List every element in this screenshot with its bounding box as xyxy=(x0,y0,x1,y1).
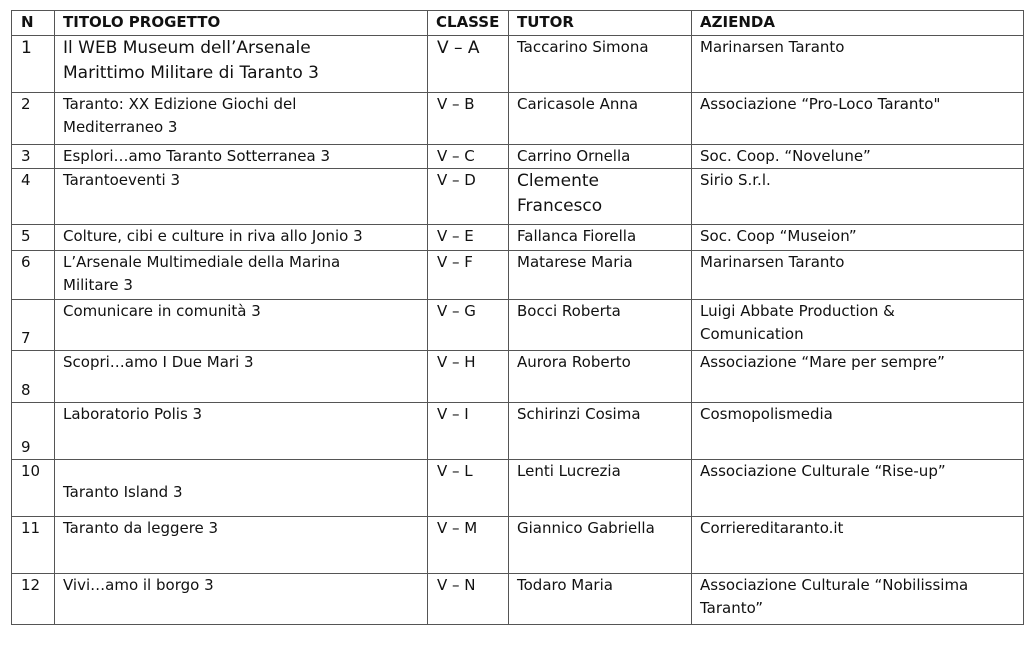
row-azienda: Soc. Coop “Museion” xyxy=(692,225,1024,251)
row-number: 9 xyxy=(12,403,55,460)
row-number: 11 xyxy=(12,517,55,574)
row-title: Tarantoeventi 3 xyxy=(55,169,428,225)
row-tutor: Schirinzi Cosima xyxy=(509,403,692,460)
table-row xyxy=(12,251,1024,300)
row-azienda: Sirio S.r.l. xyxy=(692,169,1024,225)
row-classe: V – H xyxy=(428,351,509,403)
row-number: 2 xyxy=(12,93,55,145)
row-tutor: Giannico Gabriella xyxy=(509,517,692,574)
row-tutor-line: Francesco xyxy=(517,196,603,216)
row-title: Vivi…amo il borgo 3 xyxy=(55,574,428,625)
row-title: Taranto da leggere 3 xyxy=(55,517,428,574)
row-title xyxy=(55,36,428,93)
row-azienda xyxy=(692,574,1024,625)
table-row xyxy=(12,460,1024,517)
row-classe: V – L xyxy=(428,460,509,517)
row-number: 4 xyxy=(12,169,55,225)
row-classe: V – F xyxy=(428,251,509,300)
row-title: Taranto Island 3 xyxy=(55,460,428,517)
table-row xyxy=(12,351,1024,403)
table-row xyxy=(12,574,1024,625)
row-title: Scopri…amo I Due Mari 3 xyxy=(55,351,428,403)
row-title-line: Marittimo Militare di Taranto 3 xyxy=(63,63,319,83)
header-n: N xyxy=(12,11,55,36)
row-title-line: Mediterraneo 3 xyxy=(63,118,178,136)
projects-table xyxy=(11,10,1024,625)
row-number: 3 xyxy=(12,145,55,169)
row-title: Colture, cibi e culture in riva allo Jonio 3 xyxy=(55,225,428,251)
row-title xyxy=(55,93,428,145)
row-classe: V – C xyxy=(428,145,509,169)
row-tutor-line: Clemente xyxy=(517,171,599,191)
table-row xyxy=(12,36,1024,93)
row-azienda-line: Comunication xyxy=(700,325,804,343)
row-azienda: Marinarsen Taranto xyxy=(692,251,1024,300)
row-azienda: Associazione “Mare per sempre” xyxy=(692,351,1024,403)
row-tutor: Todaro Maria xyxy=(509,574,692,625)
table-row xyxy=(12,300,1024,351)
row-tutor: Matarese Maria xyxy=(509,251,692,300)
row-azienda: Associazione Culturale “Rise-up” xyxy=(692,460,1024,517)
row-number: 6 xyxy=(12,251,55,300)
row-tutor: Bocci Roberta xyxy=(509,300,692,351)
row-title-line: Militare 3 xyxy=(63,276,133,294)
table-row xyxy=(12,225,1024,251)
table-row xyxy=(12,93,1024,145)
header-title: TITOLO PROGETTO xyxy=(55,11,428,36)
row-tutor: Carrino Ornella xyxy=(509,145,692,169)
row-azienda xyxy=(692,300,1024,351)
table-row xyxy=(12,169,1024,225)
row-azienda-line: Luigi Abbate Production & xyxy=(700,302,895,320)
row-number: 12 xyxy=(12,574,55,625)
row-tutor xyxy=(509,169,692,225)
row-number: 5 xyxy=(12,225,55,251)
header-azienda: AZIENDA xyxy=(692,11,1024,36)
row-title: Laboratorio Polis 3 xyxy=(55,403,428,460)
row-azienda: Cosmopolismedia xyxy=(692,403,1024,460)
row-title-line: Taranto: XX Edizione Giochi del xyxy=(63,95,297,113)
row-classe: V – B xyxy=(428,93,509,145)
row-classe: V – N xyxy=(428,574,509,625)
row-title-line: L’Arsenale Multimediale della Marina xyxy=(63,253,341,271)
row-classe: V – D xyxy=(428,169,509,225)
row-title xyxy=(55,251,428,300)
row-azienda-line: Taranto” xyxy=(700,599,764,617)
header-classe: CLASSE xyxy=(428,11,509,36)
row-title: Comunicare in comunità 3 xyxy=(55,300,428,351)
table-row xyxy=(12,403,1024,460)
row-azienda: Corriereditaranto.it xyxy=(692,517,1024,574)
row-tutor: Fallanca Fiorella xyxy=(509,225,692,251)
row-classe: V – M xyxy=(428,517,509,574)
row-classe: V – I xyxy=(428,403,509,460)
row-azienda: Soc. Coop. “Novelune” xyxy=(692,145,1024,169)
table-header-row xyxy=(12,11,1024,36)
row-classe: V – E xyxy=(428,225,509,251)
row-title: Esplori…amo Taranto Sotterranea 3 xyxy=(55,145,428,169)
header-tutor: TUTOR xyxy=(509,11,692,36)
row-tutor: Aurora Roberto xyxy=(509,351,692,403)
row-azienda-line: Associazione Culturale “Nobilissima xyxy=(700,576,969,594)
table-row xyxy=(12,517,1024,574)
row-tutor: Taccarino Simona xyxy=(509,36,692,93)
row-number: 7 xyxy=(12,300,55,351)
row-classe: V – A xyxy=(428,36,509,93)
row-azienda: Marinarsen Taranto xyxy=(692,36,1024,93)
row-tutor: Caricasole Anna xyxy=(509,93,692,145)
row-classe: V – G xyxy=(428,300,509,351)
row-tutor: Lenti Lucrezia xyxy=(509,460,692,517)
row-number: 1 xyxy=(12,36,55,93)
row-title-line: Il WEB Museum dell’Arsenale xyxy=(63,38,311,58)
table-row xyxy=(12,145,1024,169)
row-number: 10 xyxy=(12,460,55,517)
row-number: 8 xyxy=(12,351,55,403)
row-azienda: Associazione “Pro-Loco Taranto" xyxy=(692,93,1024,145)
